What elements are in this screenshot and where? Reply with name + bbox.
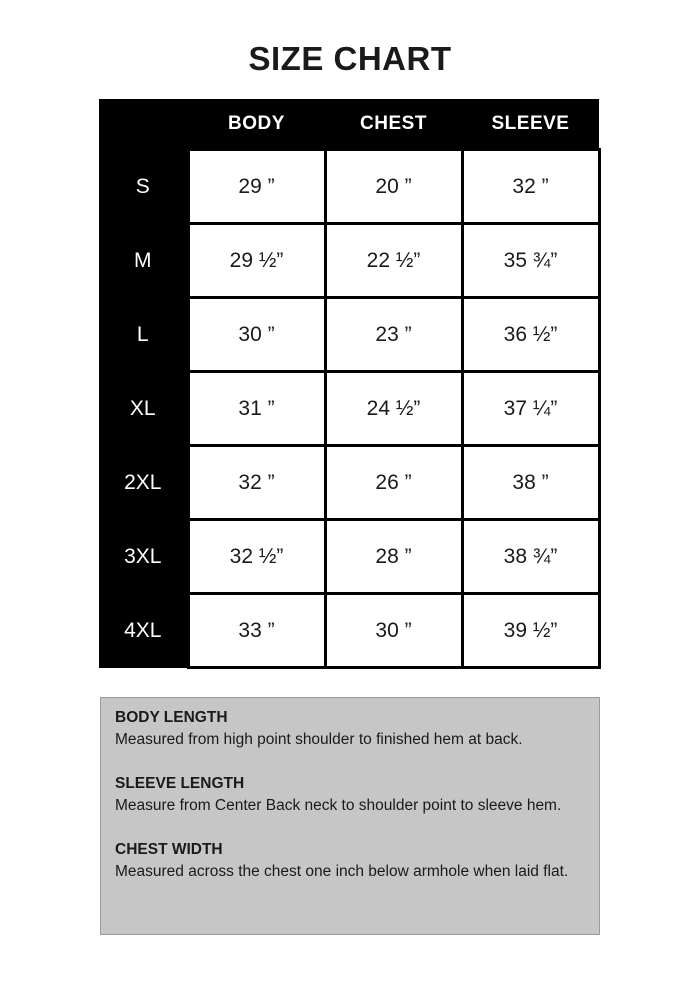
sleeve-value: 38 ” xyxy=(462,446,599,520)
sleeve-value: 32 ” xyxy=(462,150,599,224)
table-row-4xl xyxy=(99,594,599,668)
chest-value: 20 ” xyxy=(325,150,462,224)
table-row-l xyxy=(99,298,599,372)
table-row-3xl xyxy=(99,520,599,594)
note-text: Measured across the chest one inch below armhole when laid flat. xyxy=(115,863,569,880)
size-table xyxy=(99,99,601,669)
note-heading: CHEST WIDTH xyxy=(115,841,223,858)
size-label: 3XL xyxy=(99,520,188,594)
sleeve-value: 36 ½” xyxy=(462,298,599,372)
table-row-xl xyxy=(99,372,599,446)
note-chest-width xyxy=(115,839,585,883)
sleeve-value: 37 ¼” xyxy=(462,372,599,446)
note-sleeve-length xyxy=(115,773,585,817)
size-label: L xyxy=(99,298,188,372)
note-heading: SLEEVE LENGTH xyxy=(115,775,245,792)
note-body-length xyxy=(115,707,585,751)
column-header-sleeve: SLEEVE xyxy=(462,99,599,150)
column-header-body: BODY xyxy=(188,99,325,150)
body-value: 32 ” xyxy=(188,446,325,520)
table-row-2xl xyxy=(99,446,599,520)
corner-cell xyxy=(99,99,188,150)
page-title: SIZE CHART xyxy=(248,40,452,77)
body-value: 29 ½” xyxy=(188,224,325,298)
body-value: 30 ” xyxy=(188,298,325,372)
body-value: 31 ” xyxy=(188,372,325,446)
note-heading: BODY LENGTH xyxy=(115,709,228,726)
size-label: M xyxy=(99,224,188,298)
chest-value: 24 ½” xyxy=(325,372,462,446)
sleeve-value: 39 ½” xyxy=(462,594,599,668)
chest-value: 30 ” xyxy=(325,594,462,668)
size-label: 2XL xyxy=(99,446,188,520)
chest-value: 28 ” xyxy=(325,520,462,594)
body-value: 32 ½” xyxy=(188,520,325,594)
column-header-chest: CHEST xyxy=(325,99,462,150)
sleeve-value: 35 ¾” xyxy=(462,224,599,298)
sleeve-value: 38 ¾” xyxy=(462,520,599,594)
chest-value: 26 ” xyxy=(325,446,462,520)
chest-value: 22 ½” xyxy=(325,224,462,298)
note-text: Measure from Center Back neck to shoulder point to sleeve hem. xyxy=(115,797,562,814)
measurement-notes-box xyxy=(100,697,600,935)
body-value: 33 ” xyxy=(188,594,325,668)
body-value: 29 ” xyxy=(188,150,325,224)
table-header-row xyxy=(99,99,599,150)
table-row-s xyxy=(99,150,599,224)
size-label: S xyxy=(99,150,188,224)
size-label: 4XL xyxy=(99,594,188,668)
table-row-m xyxy=(99,224,599,298)
chest-value: 23 ” xyxy=(325,298,462,372)
size-label: XL xyxy=(99,372,188,446)
note-text: Measured from high point shoulder to finished hem at back. xyxy=(115,731,523,748)
